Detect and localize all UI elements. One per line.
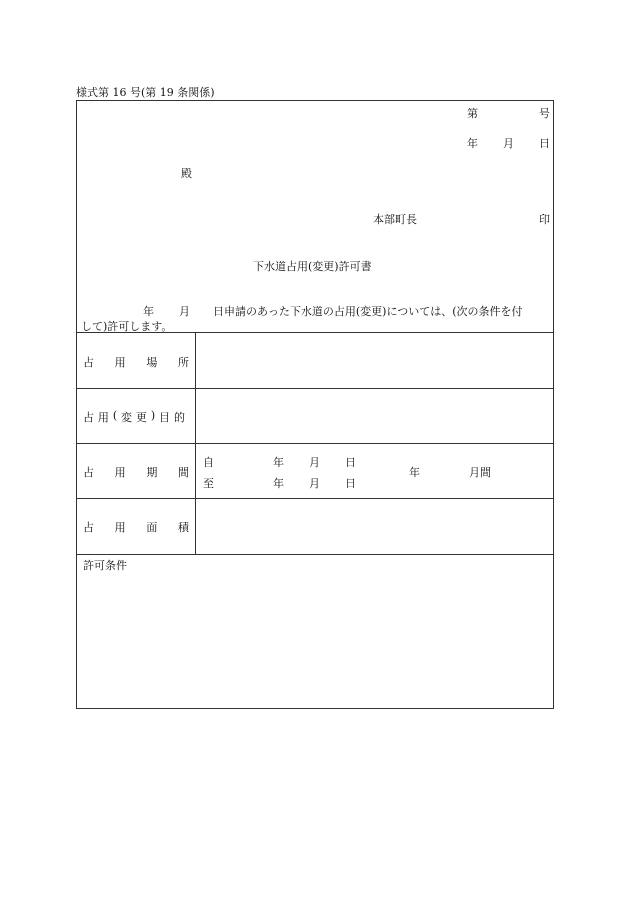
body-text-line1: 日申請のあった下水道の占用(変更)については、(次の条件を付 (213, 305, 523, 318)
label-char: 占 (83, 356, 94, 369)
label-char: 場 (146, 356, 158, 369)
label-char: 用 (114, 466, 126, 479)
label-char: 用 (97, 411, 109, 424)
issuer: 本部町長 (373, 213, 417, 226)
period-to: 至 (203, 477, 214, 490)
number-dai: 第 (467, 107, 478, 120)
period-from-day: 日 (345, 456, 356, 469)
label-char: 占 (83, 466, 94, 479)
label-occupancy-period (83, 464, 189, 480)
period-to-day: 日 (345, 477, 356, 490)
permit-form (76, 100, 554, 709)
addressee-suffix: 殿 (181, 167, 192, 180)
label-char: 的 (173, 411, 185, 424)
rule-row-place-top (77, 332, 553, 333)
label-column-divider (195, 332, 196, 554)
date-day: 日 (539, 137, 550, 150)
date-year: 年 (467, 137, 478, 150)
label-char: 面 (146, 521, 158, 534)
duration-months: 月間 (469, 466, 491, 479)
conditions-label: 許可条件 (83, 559, 127, 572)
label-char: 期 (146, 466, 158, 479)
rule-row-purpose-top (77, 388, 553, 389)
rule-row-period-top (77, 443, 553, 444)
label-char: 占 (83, 521, 94, 534)
period-from: 自 (203, 456, 214, 469)
label-char: 更 (135, 411, 147, 424)
label-occupancy-area (83, 519, 189, 535)
period-to-year: 年 (273, 477, 284, 490)
label-char: 変 (121, 411, 133, 424)
period-from-month: 月 (309, 456, 320, 469)
label-char: 用 (114, 521, 126, 534)
label-char: ) (150, 409, 156, 422)
body-year: 年 (143, 305, 154, 318)
duration-year: 年 (409, 466, 420, 479)
label-occupancy-place (83, 354, 189, 370)
rule-row-area-top (77, 498, 553, 499)
body-month: 月 (179, 305, 190, 318)
rule-conditions-top (77, 554, 553, 555)
label-char: ( (112, 409, 118, 422)
period-from-year: 年 (273, 456, 284, 469)
label-char: 間 (177, 466, 189, 479)
document-title: 下水道占用(変更)許可書 (253, 260, 372, 273)
form-label: 様式第 16 号(第 19 条関係) (76, 86, 215, 99)
label-char: 用 (114, 356, 126, 369)
seal-mark: 印 (539, 213, 550, 226)
label-occupancy-purpose (83, 409, 185, 425)
label-char: 占 (83, 411, 94, 424)
date-month: 月 (503, 137, 514, 150)
label-char: 目 (159, 411, 171, 424)
body-text-line2: して)許可します。 (81, 320, 173, 333)
number-go: 号 (539, 107, 550, 120)
period-to-month: 月 (309, 477, 320, 490)
label-char: 積 (177, 521, 189, 534)
label-char: 所 (177, 356, 189, 369)
